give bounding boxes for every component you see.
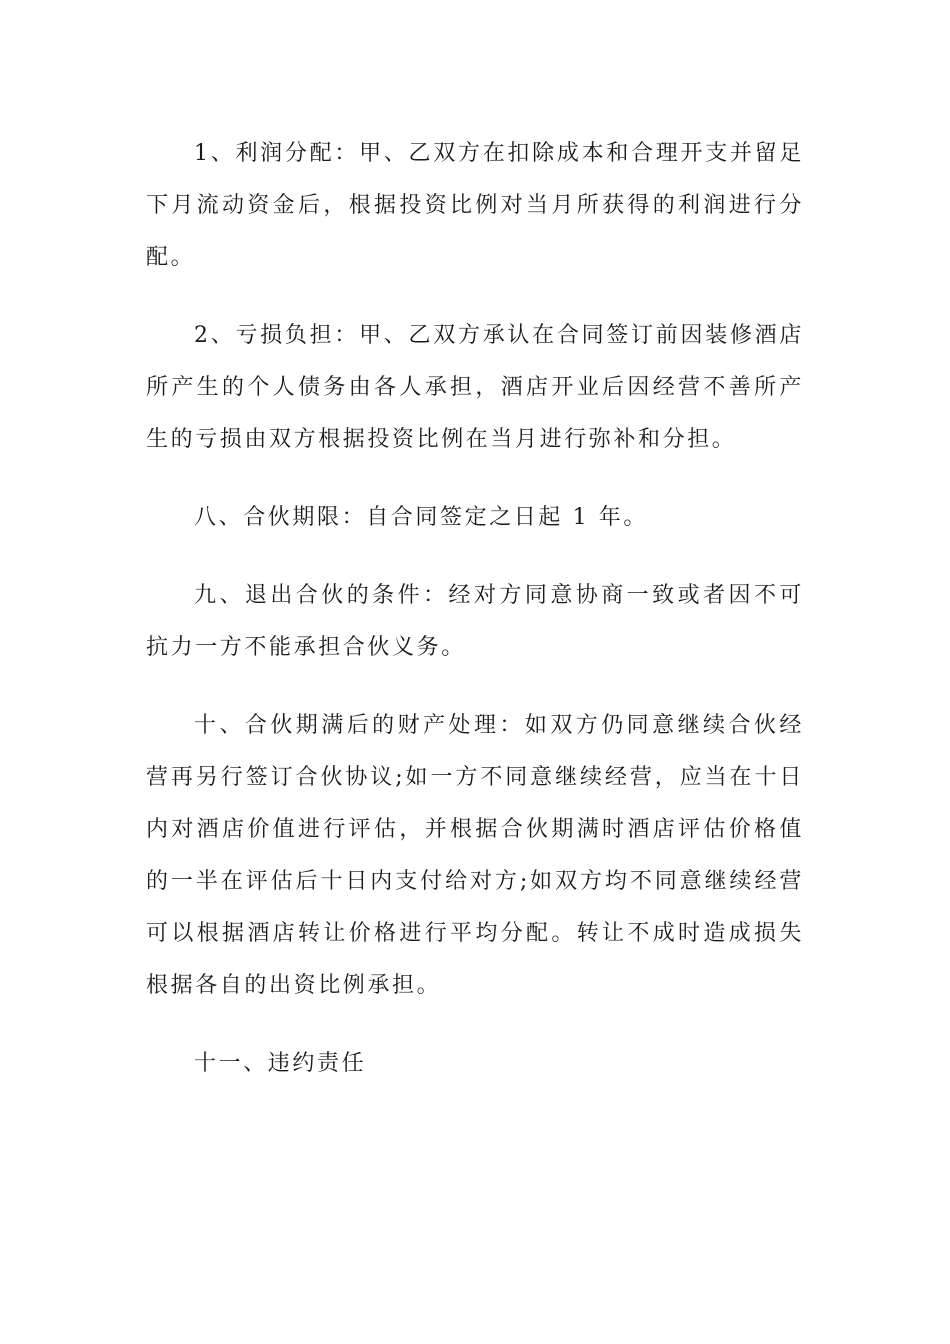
paragraph-withdrawal-conditions: 九、退出合伙的条件：经对方同意协商一致或者因不可抗力一方不能承担合伙义务。	[146, 583, 804, 660]
paragraph-breach-liability-heading: 十一、违约责任	[194, 1051, 367, 1076]
paragraph-partnership-term: 八、合伙期限：自合同签定之日起 1 年。	[194, 505, 648, 530]
paragraph-loss-sharing: 2、亏损负担：甲、乙双方承认在合同签订前因装修酒店所产生的个人债务由各人承担，酒店开业后因经营不善所产生的亏损由双方根据投资比例在当月进行弥补和分担。	[146, 323, 804, 452]
document-body	[146, 128, 804, 1090]
paragraph-profit-distribution: 1、利润分配：甲、乙双方在扣除成本和合理开支并留足下月流动资金后，根据投资比例对当月所获得的利润进行分配。	[146, 141, 804, 270]
paragraph-property-handling: 十、合伙期满后的财产处理：如双方仍同意继续合伙经营再另行签订合伙协议;如一方不同意继续经营，应当在十日内对酒店价值进行评估，并根据合伙期满时酒店评估价格值的一半在评估后十日内支付给对方;如双方均不同意继续经营可以根据酒店转让价格进行平均分配。转让不成时造成损失根据各自的出资比例承担。	[146, 713, 804, 998]
